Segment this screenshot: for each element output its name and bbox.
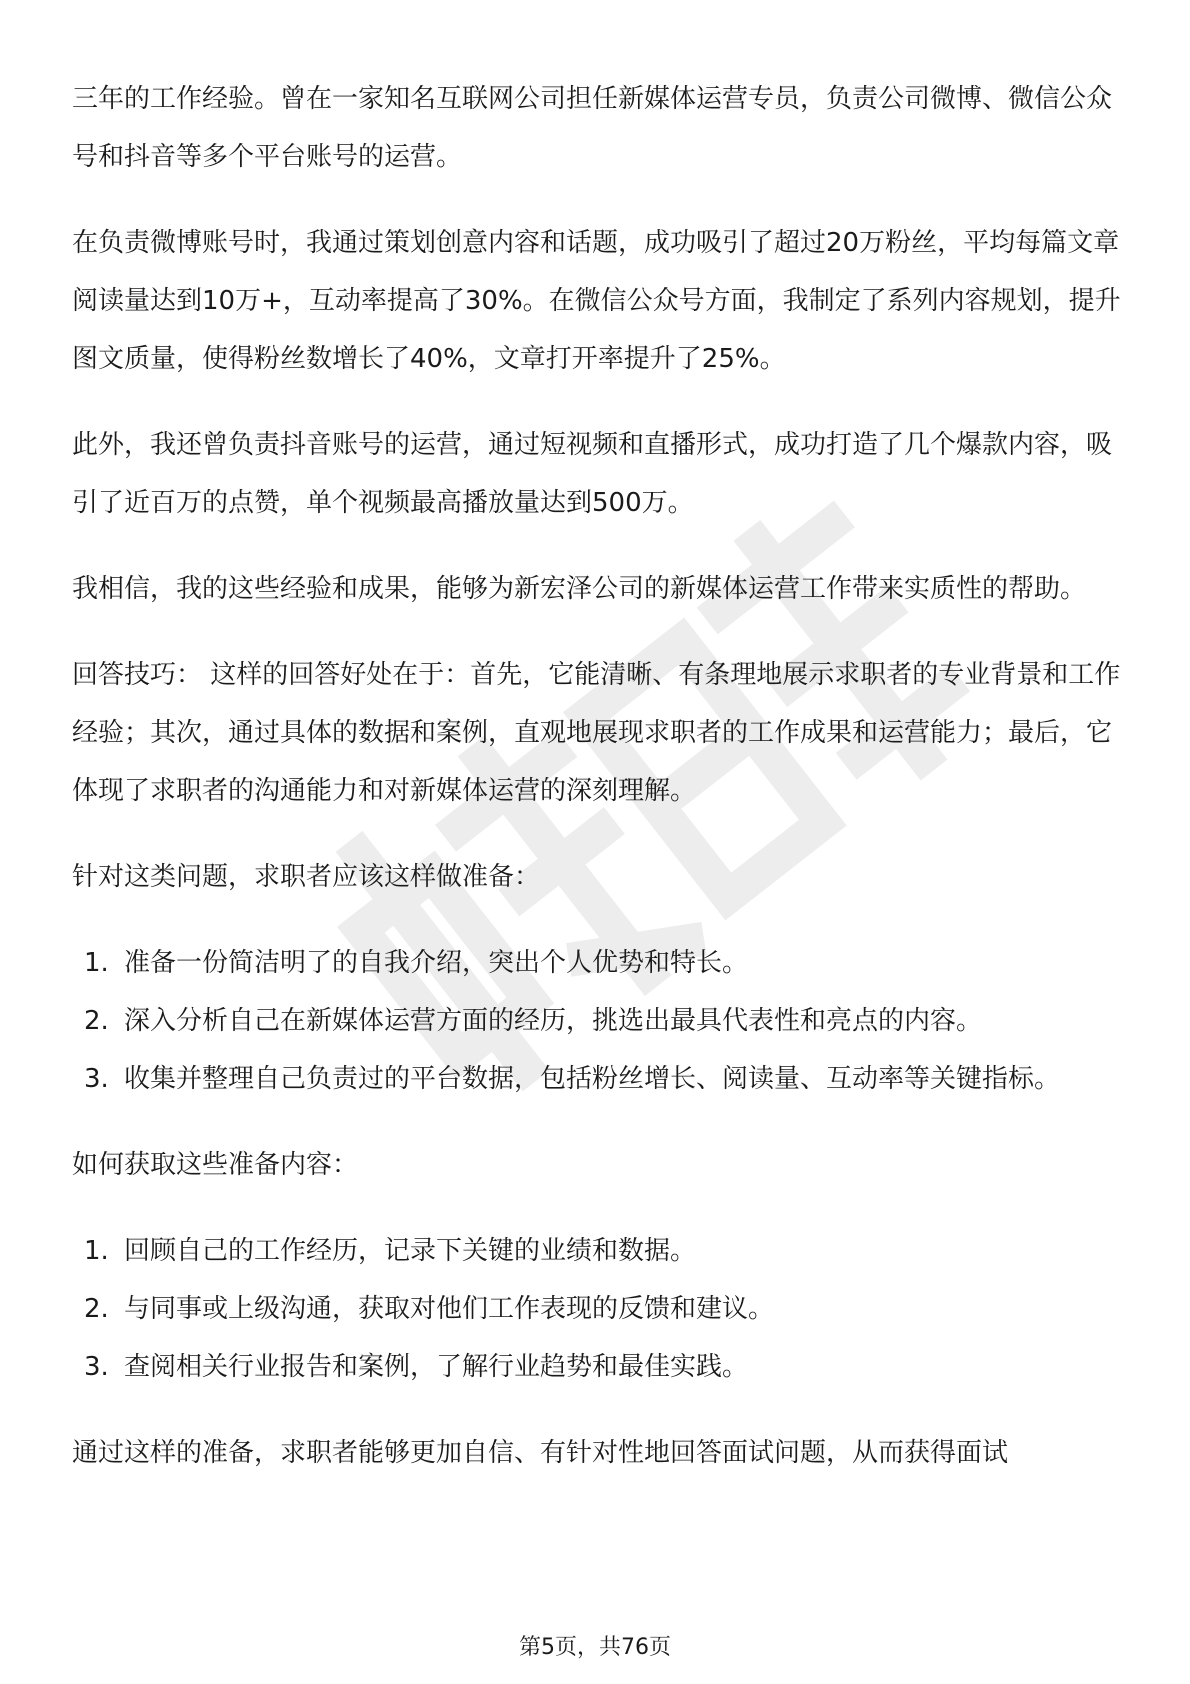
list-number: 2. <box>84 1006 109 1036</box>
list-number: 1. <box>84 948 109 978</box>
list-item <box>72 1280 1122 1338</box>
list-number: 3. <box>84 1352 109 1382</box>
list-item-text: 收集并整理自己负责过的平台数据，包括粉丝增长、阅读量、互动率等关键指标。 <box>124 1064 1061 1094</box>
paragraph-obtain-heading: 如何获取这些准备内容： <box>72 1150 359 1180</box>
page-number-label: 第5页，共76页 <box>519 1635 671 1660</box>
obtain-list <box>72 1222 1122 1396</box>
paragraph-weibo-wechat: 在负责微博账号时，我通过策划创意内容和话题，成功吸引了超过20万粉丝，平均每篇文章阅读量达到10万+，互动率提高了30%。在微信公众号方面，我制定了系列内容规划，提升图文质量，使得粉丝数增长了40%，文章打开率提升了25%。 <box>72 228 1121 374</box>
document-body <box>72 70 1122 1510</box>
list-item <box>72 1222 1122 1280</box>
paragraph-prepare-heading: 针对这类问题，求职者应该这样做准备： <box>72 862 541 892</box>
list-item-text: 回顾自己的工作经历，记录下关键的业绩和数据。 <box>124 1236 697 1266</box>
prepare-list <box>72 934 1122 1108</box>
list-number: 1. <box>84 1236 109 1266</box>
list-item-text: 准备一份简洁明了的自我介绍，突出个人优势和特长。 <box>124 948 749 978</box>
list-item <box>72 1338 1122 1396</box>
paragraph-answer-tips: 回答技巧： 这样的回答好处在于：首先，它能清晰、有条理地展示求职者的专业背景和工作经验；其次，通过具体的数据和案例，直观地展现求职者的工作成果和运营能力；最后，它体现了求职者的沟通能力和对新媒体运营的深刻理解。 <box>72 660 1121 806</box>
paragraph-conclusion: 通过这样的准备，求职者能够更加自信、有针对性地回答面试问题，从而获得面试 <box>72 1438 1009 1468</box>
list-number: 2. <box>84 1294 109 1324</box>
list-number: 3. <box>84 1064 109 1094</box>
list-item <box>72 934 1122 992</box>
list-item <box>72 1050 1122 1108</box>
paragraph-belief: 我相信，我的这些经验和成果，能够为新宏泽公司的新媒体运营工作带来实质性的帮助。 <box>72 574 1087 604</box>
list-item-text: 查阅相关行业报告和案例，了解行业趋势和最佳实践。 <box>124 1352 749 1382</box>
page-footer <box>0 1630 1190 1661</box>
paragraph-experience-intro: 三年的工作经验。曾在一家知名互联网公司担任新媒体运营专员，负责公司微博、微信公众号和抖音等多个平台账号的运营。 <box>72 84 1113 172</box>
list-item-text: 深入分析自己在新媒体运营方面的经历，挑选出最具代表性和亮点的内容。 <box>124 1006 983 1036</box>
list-item-text: 与同事或上级沟通，获取对他们工作表现的反馈和建议。 <box>124 1294 775 1324</box>
list-item <box>72 992 1122 1050</box>
paragraph-douyin: 此外，我还曾负责抖音账号的运营，通过短视频和直播形式，成功打造了几个爆款内容，吸引了近百万的点赞，单个视频最高播放量达到500万。 <box>72 430 1113 518</box>
